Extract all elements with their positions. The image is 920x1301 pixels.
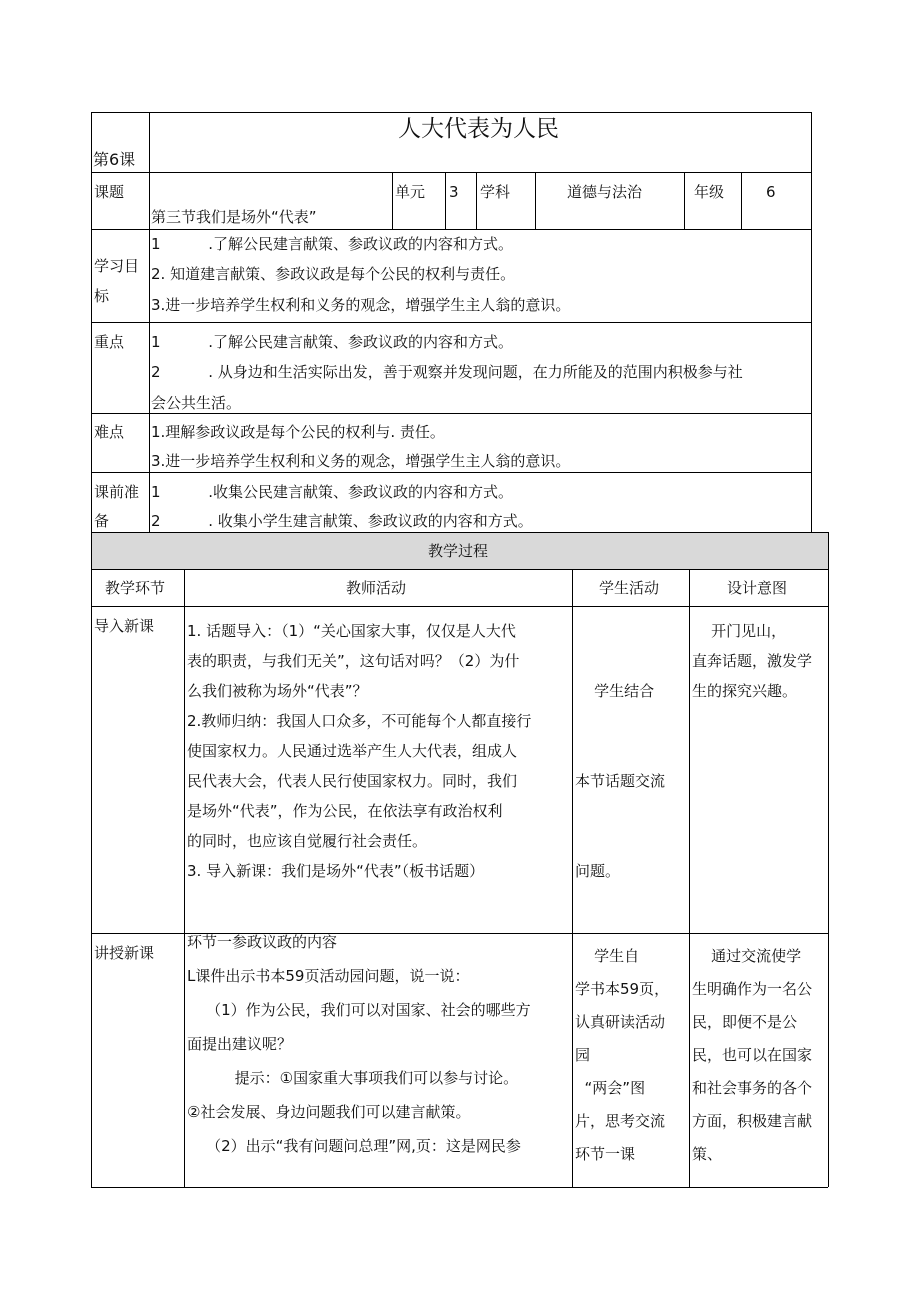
goal-item: 2. 知道建言献策、参政议政是每个公民的权利与责任。 — [151, 265, 516, 283]
text-line: 表的职责，与我们无关”，这句话对吗？（2）为什 — [187, 652, 520, 670]
border-line — [91, 112, 92, 532]
grade-label: 年级 — [694, 183, 725, 201]
border-line — [91, 172, 811, 173]
text-line: 方面，积极建言献 — [692, 1112, 813, 1130]
text-line: 生的探究兴趣。 — [692, 682, 798, 700]
difficulties-label: 难点 — [94, 423, 125, 441]
border-line — [91, 532, 92, 1187]
border-line — [689, 569, 690, 1187]
border-line — [91, 229, 811, 230]
key-point-item: 会公共生活。 — [151, 394, 242, 412]
teacher-activity — [187, 616, 531, 886]
text-line: “两会”图 — [575, 1079, 646, 1097]
goals-label: 学习目 — [94, 257, 140, 275]
text-line: 是场外“代表”，作为公民，在依法享有政治权利 — [187, 802, 503, 820]
goal-item: 3.进一步培养学生权利和义务的观念，增强学生主人翁的意识。 — [151, 296, 571, 314]
header-design: 设计意图 — [727, 579, 788, 597]
text-line: 生明确作为一名公 — [692, 980, 813, 998]
text-line: 1. 话题导入：（1）“关心国家大事，仅仅是人大代 — [187, 622, 516, 640]
student-activity — [575, 616, 665, 916]
border-line — [741, 172, 742, 229]
lesson-title: 人大代表为人民 — [398, 116, 559, 142]
goal-item: 1 .了解公民建言献策、参政议政的内容和方式。 — [151, 235, 513, 253]
prep-label: 备 — [94, 512, 110, 530]
text-line: 学生结合 — [575, 682, 655, 700]
difficulty-item: 1.理解参政议政是每个公民的权利与. 责任。 — [151, 423, 445, 441]
prep-item: 2 . 收集小学生建言献策、参政议政的内容和方式。 — [151, 512, 533, 530]
border-line — [91, 112, 811, 113]
border-line — [476, 172, 477, 229]
text-line: 么我们被称为场外“代表”？ — [187, 682, 368, 700]
key-point-item: 2 . 从身边和生活实际出发，善于观察并发现问题，在力所能及的范围内积极参与社 — [151, 363, 743, 381]
text-line: 民，也可以在国家 — [692, 1046, 813, 1064]
border-line — [572, 569, 573, 1187]
subject-label: 学科 — [480, 183, 511, 201]
border-line — [91, 322, 811, 323]
text-line: 提示：①国家重大事项我们可以参与讨论。 — [187, 1069, 519, 1087]
text-line: 3. 导入新课：我们是场外“代表”（板书话题） — [187, 862, 485, 880]
text-line: L课件出示书本59页活动园问题，说一说： — [187, 967, 470, 985]
process-title: 教学过程 — [428, 542, 489, 560]
header-teacher: 教师活动 — [346, 579, 407, 597]
topic-label: 课题 — [94, 183, 125, 201]
subject-value: 道德与法治 — [567, 183, 643, 201]
unit-value: 3 — [449, 183, 459, 201]
text-line: ②社会发展、身边问题我们可以建言献策。 — [187, 1103, 471, 1121]
border-line — [535, 172, 536, 229]
text-line: 民代表大会，代表人民行使国家权力。同时，我们 — [187, 772, 518, 790]
border-line — [91, 413, 811, 414]
lesson-number: 第6课 — [93, 150, 136, 169]
prep-label: 课前准 — [94, 483, 140, 501]
border-line — [91, 532, 828, 533]
text-line: 2.教师归纳：我国人口众多，不可能每个人都直接行 — [187, 712, 532, 730]
header-stage: 教学环节 — [105, 579, 166, 597]
text-line: 面提出建议呢？ — [187, 1035, 293, 1053]
border-line — [91, 569, 828, 570]
key-point-item: 1 .了解公民建言献策、参政议政的内容和方式。 — [151, 333, 513, 351]
border-line — [811, 112, 812, 532]
border-line — [445, 172, 446, 229]
stage-cell: 讲授新课 — [94, 944, 155, 962]
key-points-label: 重点 — [94, 333, 125, 351]
text-line: 问题。 — [575, 862, 621, 880]
text-line: 环节一参政议政的内容 — [187, 933, 338, 951]
text-line: 民，即便不是公 — [692, 1013, 798, 1031]
border-line — [184, 569, 185, 1187]
design-intent — [692, 616, 812, 706]
text-line: 使国家权力。人民通过选举产生人大代表，组成人 — [187, 742, 518, 760]
header-student: 学生活动 — [599, 579, 660, 597]
text-line: 片，思考交流 — [575, 1112, 666, 1130]
grade-value: 6 — [766, 183, 776, 201]
text-line: 学生自 — [575, 947, 640, 965]
border-line — [91, 472, 811, 473]
text-line: （1）作为公民，我们可以对国家、社会的哪些方 — [187, 1001, 531, 1019]
unit-label: 单元 — [395, 183, 426, 201]
student-activity — [575, 941, 669, 1169]
text-line: 和社会事务的各个 — [692, 1079, 813, 1097]
prep-item: 1 .收集公民建言献策、参政议政的内容和方式。 — [151, 483, 513, 501]
text-line: 的同时，也应该自觉履行社会责任。 — [187, 832, 428, 850]
border-line — [91, 1187, 828, 1188]
border-line — [392, 172, 393, 229]
difficulty-item: 3.进一步培养学生权利和义务的观念，增强学生主人翁的意识。 — [151, 452, 571, 470]
border-line — [828, 532, 829, 1187]
text-line: 园 — [575, 1046, 591, 1064]
text-line: 直奔话题，激发学 — [692, 652, 813, 670]
text-line: 开门见山， — [692, 622, 787, 640]
text-line: 学书本59页， — [575, 980, 670, 998]
text-line: （2）出示“我有问题问总理”网,页：这是网民参 — [187, 1137, 521, 1155]
text-line: 环节一课 — [575, 1145, 636, 1163]
border-line — [149, 112, 150, 532]
border-line — [684, 172, 685, 229]
teacher-activity — [187, 927, 531, 1161]
text-line: 认真研读活动 — [575, 1013, 666, 1031]
text-line: 策、 — [692, 1145, 723, 1163]
text-line: 本节话题交流 — [575, 772, 666, 790]
border-line — [91, 606, 828, 607]
goals-label: 标 — [94, 287, 110, 305]
stage-cell: 导入新课 — [94, 617, 155, 635]
text-line: 通过交流使学 — [692, 947, 802, 965]
design-intent — [692, 941, 812, 1169]
topic-value: 第三节我们是场外“代表” — [151, 208, 317, 226]
